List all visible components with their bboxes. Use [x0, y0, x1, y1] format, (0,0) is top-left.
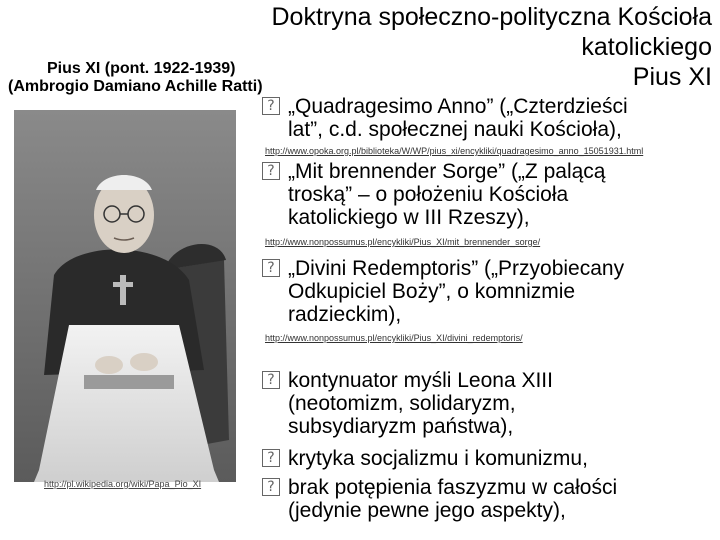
encyclical-3-line-1: „Divini Redemptoris” („Przyobiecany [288, 257, 625, 280]
point-1-line-2: (neotomizm, solidaryzm, [288, 392, 516, 415]
pope-name: Pius XI (pont. 1922-1939) [47, 60, 236, 77]
encyclical-1-line-1: „Quadragesimo Anno” („Czterdzieści [288, 95, 628, 118]
bullet-icon: ? [262, 259, 280, 277]
point-2-line-1: krytyka socjalizmu i komunizmu, [288, 447, 588, 470]
point-1-line-1: kontynuator myśli Leona XIII [288, 369, 553, 392]
bullet-icon: ? [262, 97, 280, 115]
pope-birth-name: (Ambrogio Damiano Achille Ratti) [8, 78, 263, 95]
portrait-drawing [14, 110, 236, 530]
encyclical-3-line-3: radzieckim), [288, 303, 402, 326]
pope-portrait-photo [14, 110, 236, 530]
bullet-icon: ? [262, 371, 280, 389]
encyclical-3-line-2: Odkupiciel Boży”, o komnizmie [288, 280, 576, 303]
encyclical-1-link[interactable]: http://www.opoka.org.pl/biblioteka/W/WP/pius_xi/encykliki/quadragesimo_anno_15051931.html [265, 146, 644, 156]
title-line-3: Pius XI [632, 63, 712, 91]
bullet-icon: ? [262, 478, 280, 496]
point-3-line-2: (jedynie pewne jego aspekty), [288, 499, 566, 522]
slide-title [212, 2, 712, 92]
encyclical-3-link[interactable]: http://www.nonpossumus.pl/encykliki/Pius_XI/divini_redemptoris/ [265, 333, 523, 343]
encyclical-1-line-2: lat”, c.d. społecznej nauki Kościoła), [288, 118, 622, 141]
bullet-icon: ? [262, 162, 280, 180]
encyclical-2-line-3: katolickiego w III Rzeszy), [288, 206, 530, 229]
bullet-icon: ? [262, 449, 280, 467]
encyclical-2-link[interactable]: http://www.nonpossumus.pl/encykliki/Pius_XI/mit_brennender_sorge/ [265, 237, 541, 247]
encyclical-2-line-2: troską” – o położeniu Kościoła [288, 183, 569, 206]
title-line-1: Doktryna społeczno-polityczna Kościoła [271, 3, 712, 31]
encyclical-2-line-1: „Mit brennender Sorge” („Z palącą [288, 160, 606, 183]
point-1-line-3: subsydiaryzm państwa), [288, 415, 514, 438]
point-3-line-1: brak potępienia faszyzmu w całości [288, 476, 618, 499]
title-line-2: katolickiego [581, 33, 712, 61]
photo-source-link[interactable]: http://pl.wikipedia.org/wiki/Papa_Pio_XI [44, 479, 202, 489]
